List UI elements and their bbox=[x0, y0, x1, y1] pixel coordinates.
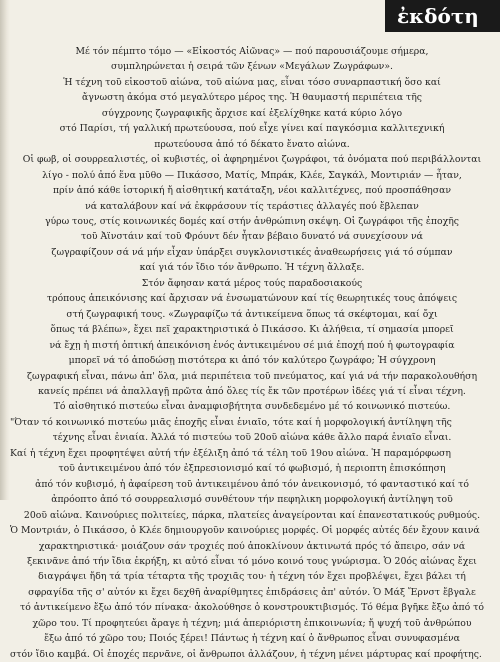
text-line: γύρω τους, στίς κοινωνικές δομές καί στήν ἀνθρώπινη σκέψη. Οἱ ζωγράφοι τῆς ἐποχῆς bbox=[44, 215, 460, 227]
text-line: ἔξω ἀπό τό χῶρο του; Ποιός ξέρει! Πάντως ἡ τέχνη καί ὁ ἄνθρωπος εἶναι συνυφασμένα bbox=[44, 633, 460, 645]
text-line: Τό αἰσθητικό πιστεύω εἶναι ἀναμφισβήτητα συνδεδεμένο μέ τό κοινωνικό πιστεύω. bbox=[53, 401, 451, 413]
header-title: ἐκδότη bbox=[397, 4, 479, 28]
text-line: νά ἔχῃ ἡ πιστή ὀπτική ἀπεικόνιση ἑνός ἀντικειμένου σέ μιά ἐποχή πού ἡ φωτογραφία bbox=[49, 339, 455, 351]
text-line: ζωγραφική εἶναι, πάνω ἀπ' ὅλα, μιά περιπέτεια τοῦ πνεύματος, καί γιά νά τήν παρακολουθήση bbox=[26, 370, 478, 382]
text-line: λίγο - πολύ ἀπό ἕνα μῦθο — Πικάσσο, Ματίς, Μπράκ, Κλέε, Σαγκάλ, Μοντιριάν — ἦταν, bbox=[42, 169, 462, 181]
text-line: στόν ἴδιο καμβά. Οἱ ἐποχές περνᾶνε, οἱ ἄνθρωποι ἀλλάζουν, ἡ τέχνη μένει μάρτυρας καί προφήτης. bbox=[10, 648, 482, 660]
text-line: συμπληρώνεται ἡ σειρά τῶν ξένων «Μεγάλων Ζωγράφων». bbox=[111, 61, 393, 73]
text-line: ἀπό τόν κυβισμό, ἡ ἀφαίρεση τοῦ ἀντικειμένου ἀπό τόν ἀνεικονισμό, τό φανταστικό καί τό bbox=[35, 478, 469, 490]
text-line: ὅπως τά βλέπω», ἔχει πεῖ χαρακτηριστικά ὁ Πικάσσο. Κι ἀλήθεια, τί σημασία μπορεῖ bbox=[50, 324, 454, 336]
text-line: σφραγίδα τῆς σ' αὐτόν κι ἔχει δεχθῆ ἀναρίθμητες ἐπιδράσεις ἀπ' αὐτόν. Ὁ Μάξ Ἔρνστ ἔβγαλε bbox=[28, 586, 476, 598]
text-line: στό Παρίσι, τή γαλλική πρωτεύουσα, πού εἶχε γίνει καί παγκόσμια καλλιτεχνική bbox=[59, 123, 445, 135]
scan-edge-shadow bbox=[0, 0, 10, 500]
text-line: Οἱ φωβ, οἱ σουρρεαλιστές, οἱ κυβιστές, οἱ ἀφηρημένοι ζωγράφοι, τά ὀνόματα πού περιβάλλονται bbox=[22, 154, 482, 166]
text-line: σύγχρονης ζωγραφικῆς ἄρχισε καί ἐξελίχθηκε κατά κύριο λόγο bbox=[101, 107, 403, 119]
text-line: Ἡ τέχνη τοῦ εἰκοστοῦ αἰώνα, τοῦ αἰώνα μας, εἶναι τόσο συναρπαστική ὅσο καί bbox=[63, 76, 441, 88]
text-line: τό ἀντικείμενο ἔξω ἀπό τόν πίνακα· ἀκολούθησε ὁ κονστρουκτιβισμός. Τό θέμα βγῆκε ἔξω ἀπό τό bbox=[20, 602, 484, 614]
text-line: ἄγνωστη ἀκόμα στό μεγαλύτερο μέρος της. Ἡ θαυμαστή περιπέτεια τῆς bbox=[82, 92, 422, 104]
text-line: "Όταν τό κοινωνικό πιστεύω μιᾶς ἐποχῆς εἶναι ἑνιαῖο, τότε καί ἡ μορφολογική ἀντίληψη τῆς bbox=[10, 416, 452, 428]
text-line: Στόν ἄφησαν κατά μέρος τούς παραδοσιακούς bbox=[141, 277, 363, 289]
text-line: νά καταλάβουν καί νά ἐκφράσουν τίς τεράστιες ἀλλαγές πού ἔβλεπαν bbox=[85, 200, 419, 212]
text-line: κανείς πρέπει νά ἀπαλλαγῇ πρῶτα ἀπό ὅλες τίς ἔκ τῶν προτέρων ἰδέες γιά τί εἶναι τέχνη. bbox=[38, 385, 466, 397]
text-line: Ὁ Μοντριάν, ὁ Πικάσσο, ὁ Κλέε δημιουργοῦν καινούριες μορφές. Οἱ μορφές αὐτές δέν ἔχουν καινά bbox=[10, 525, 480, 537]
text-line: Καί ἡ τέχνη ἔχει προφητέψει αὐτή τήν ἐξέλιξη ἀπό τά τέλη τοῦ 19ου αἰώνα. Ἡ παραμόρφωση bbox=[10, 447, 451, 459]
text-line: καί γιά τόν ἴδιο τόν ἄνθρωπο. Ἡ τέχνη ἄλλαξε. bbox=[139, 262, 365, 274]
text-line: τοῦ Ἀϊνστάιν καί τοῦ Φρόυντ δέν ἦταν βέβαιο δυνατό νά συνεχίσουν νά bbox=[81, 231, 423, 243]
text-line: πρίν ἀπό κάθε ἱστορική ἤ αἰσθητική κατάταξη, νέοι καλλιτέχνες, πού προσπάθησαν bbox=[52, 185, 452, 197]
text-line: τέχνης εἶναι ἑνιαία. Ἀλλά τό πιστεύω τοῦ 20οῦ αἰώνα κάθε ἄλλο παρά ἑνιαῖο εἶναι. bbox=[52, 432, 452, 444]
text-line: διαγράψει ἤδη τά τρία τέταρτα τῆς τροχιᾶς του· ἡ τέχνη τόν ἔχει προβλέψει, ἔχει βάλει τή bbox=[38, 571, 466, 583]
text-line: τρόπους ἀπεικόνισης καί ἄρχισαν νά ἐνσωματώνουν καί τίς θεωρητικές τους ἀπόψεις bbox=[46, 293, 458, 305]
text-line: ἀπρόοπτο ἀπό τό σουρρεαλισμό συνθέτουν τήν πεφηλικη μορφολογική ἀντίληψη τοῦ bbox=[51, 494, 453, 506]
section-header bbox=[385, 0, 500, 32]
text-line: 20οῦ αἰώνα. Καινούριες πολιτείες, πάρκα, πλατείες ἀναγείρονται καί ἐπανεστατικούς ρυθμούς. bbox=[23, 509, 481, 521]
text-line: μπορεῖ νά τό ἀποδώσῃ πιστότερα κι ἀπό τόν καλύτερο ζωγράφο; Ἡ σύγχρονη bbox=[68, 355, 436, 367]
text-line: ξεκινᾶνε ἀπό τήν ἴδια ἐκρήξη, κι αὐτό εἶναι τό μόνο κοινό τους γνώρισμα. Ὁ 20ός αἰώνας ἔχει bbox=[27, 555, 477, 567]
text-line: Μέ τόν πέμπτο τόμο — «Εἰκοστός Αἰῶνας» — πού παρουσιάζουμε σήμερα, bbox=[75, 46, 429, 57]
text-line: χαρακτηριστικά· μοιάζουν σάν τροχιές πού ἀποκλίνουν ἀκτινωτά πρός τό ἄπειρο, σάν νά bbox=[38, 540, 466, 552]
body-text bbox=[10, 44, 494, 662]
text-line: ζωγραφίζουν σά νά μήν εἶχαν ὑπάρξει συγκλονιστικές ἀναθεωρήσεις γιά τό σύμπαν bbox=[51, 246, 453, 258]
text-line: τοῦ ἀντικειμένου ἀπό τόν ἐξπρεσιονισμό καί τό φωβισμό, ἡ περιοπτη ἐπισκόπηση bbox=[58, 463, 446, 475]
text-line: στή ζωγραφική τους. «Ζωγραφίζω τά ἀντικείμενα ὅπως τά σκέφτομαι, καί ὄχι bbox=[66, 308, 438, 320]
text-line: χῶρο του. Τί προφητεύει ἄραγε ἡ τέχνη; μιά ἀπεριόριστη ἐπικοινωνία; ἤ ψυχή τοῦ ἀνθρώπου bbox=[32, 617, 472, 629]
text-line: πρωτεύουσα ἀπό τό δέκατο ἔνατο αἰώνα. bbox=[154, 138, 350, 150]
